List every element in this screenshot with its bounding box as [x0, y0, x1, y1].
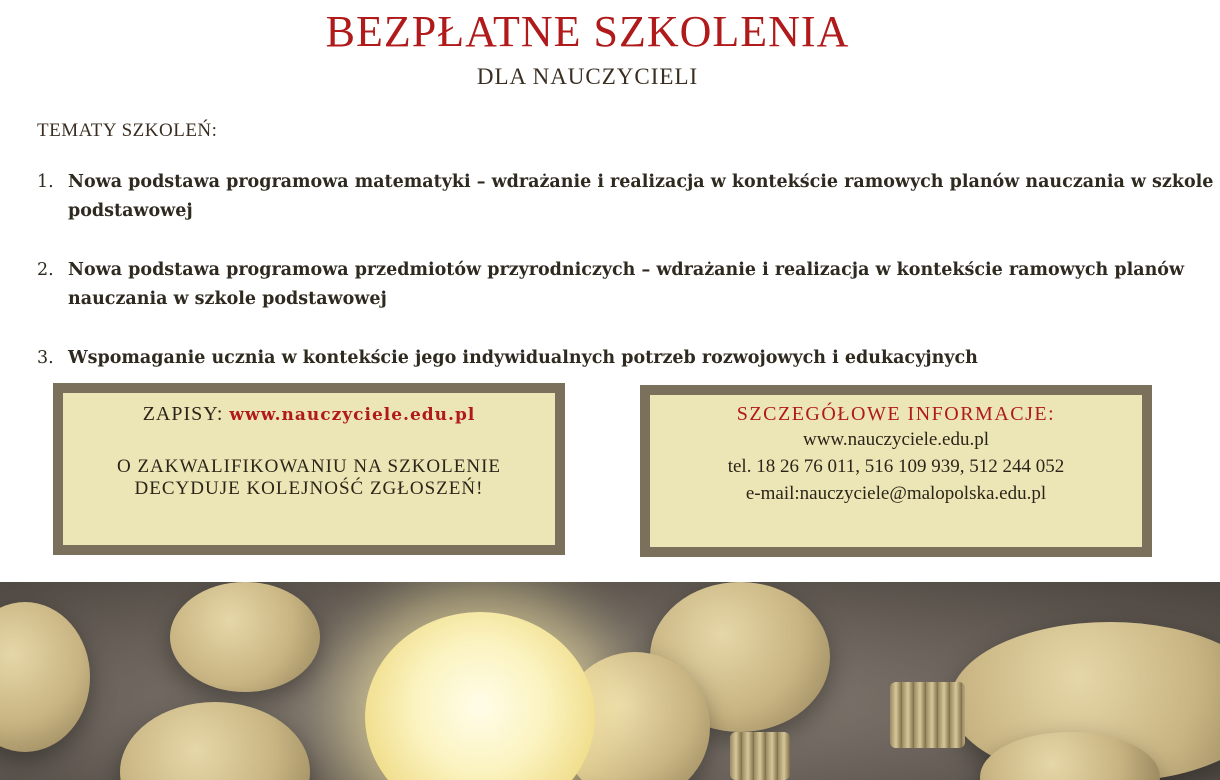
topic-item-1: [37, 168, 1220, 226]
topic-item-2: [37, 256, 1220, 314]
info-box: [640, 385, 1152, 557]
topic-item-3: [37, 344, 1220, 373]
topic-number: 2.: [37, 260, 54, 280]
topic-text: Wspomaganie ucznia w kontekście jego indywidualnych potrzeb rozwojowych i edukacyjnych: [68, 348, 978, 368]
registration-link[interactable]: www.nauczyciele.edu.pl: [229, 405, 476, 425]
registration-box-inner: [63, 393, 555, 545]
qualification-note-line-1: O ZAKWALIFIKOWANIU NA SZKOLENIE: [116, 456, 502, 477]
registration-label: ZAPISY:: [142, 403, 230, 425]
info-heading: SZCZEGÓŁOWE INFORMACJE:: [736, 403, 1056, 425]
info-box-inner: [650, 395, 1142, 547]
lit-bulb-image: [365, 612, 595, 780]
topics-heading: TEMATY SZKOLEŃ:: [37, 120, 218, 141]
registration-box: [53, 383, 565, 555]
topic-number: 1.: [37, 172, 54, 192]
page-title: BEZPŁATNE SZKOLENIA: [325, 7, 850, 56]
bulb-image: [0, 602, 90, 752]
info-website[interactable]: www.nauczyciele.edu.pl: [802, 429, 990, 450]
topic-text: Nowa podstawa programowa matematyki – wdrażanie i realizacja w kontekście ramowych planów nauczania w szkole podstawowej: [68, 172, 1214, 221]
topic-text: Nowa podstawa programowa przedmiotów przyrodniczych – wdrażanie i realizacja w kontekście ramowych planów nauczania w szkole podstawowej: [68, 260, 1185, 309]
topic-number: 3.: [37, 348, 54, 368]
qualification-note: [63, 456, 555, 500]
info-phone: tel. 18 26 76 011, 516 109 939, 512 244 052: [727, 456, 1065, 477]
light-bulbs-photo: [0, 582, 1220, 780]
bulb-socket-image: [730, 732, 790, 780]
bulb-image: [120, 702, 310, 780]
bulb-socket-image: [890, 682, 965, 748]
bulb-image: [170, 582, 320, 692]
topics-list: [37, 168, 1220, 403]
info-email[interactable]: e-mail:nauczyciele@malopolska.edu.pl: [745, 483, 1047, 504]
registration-line: [63, 393, 555, 426]
page-subtitle: DLA NAUCZYCIELI: [476, 64, 699, 89]
qualification-note-line-2: DECYDUJE KOLEJNOŚĆ ZGŁOSZEŃ!: [134, 478, 484, 499]
